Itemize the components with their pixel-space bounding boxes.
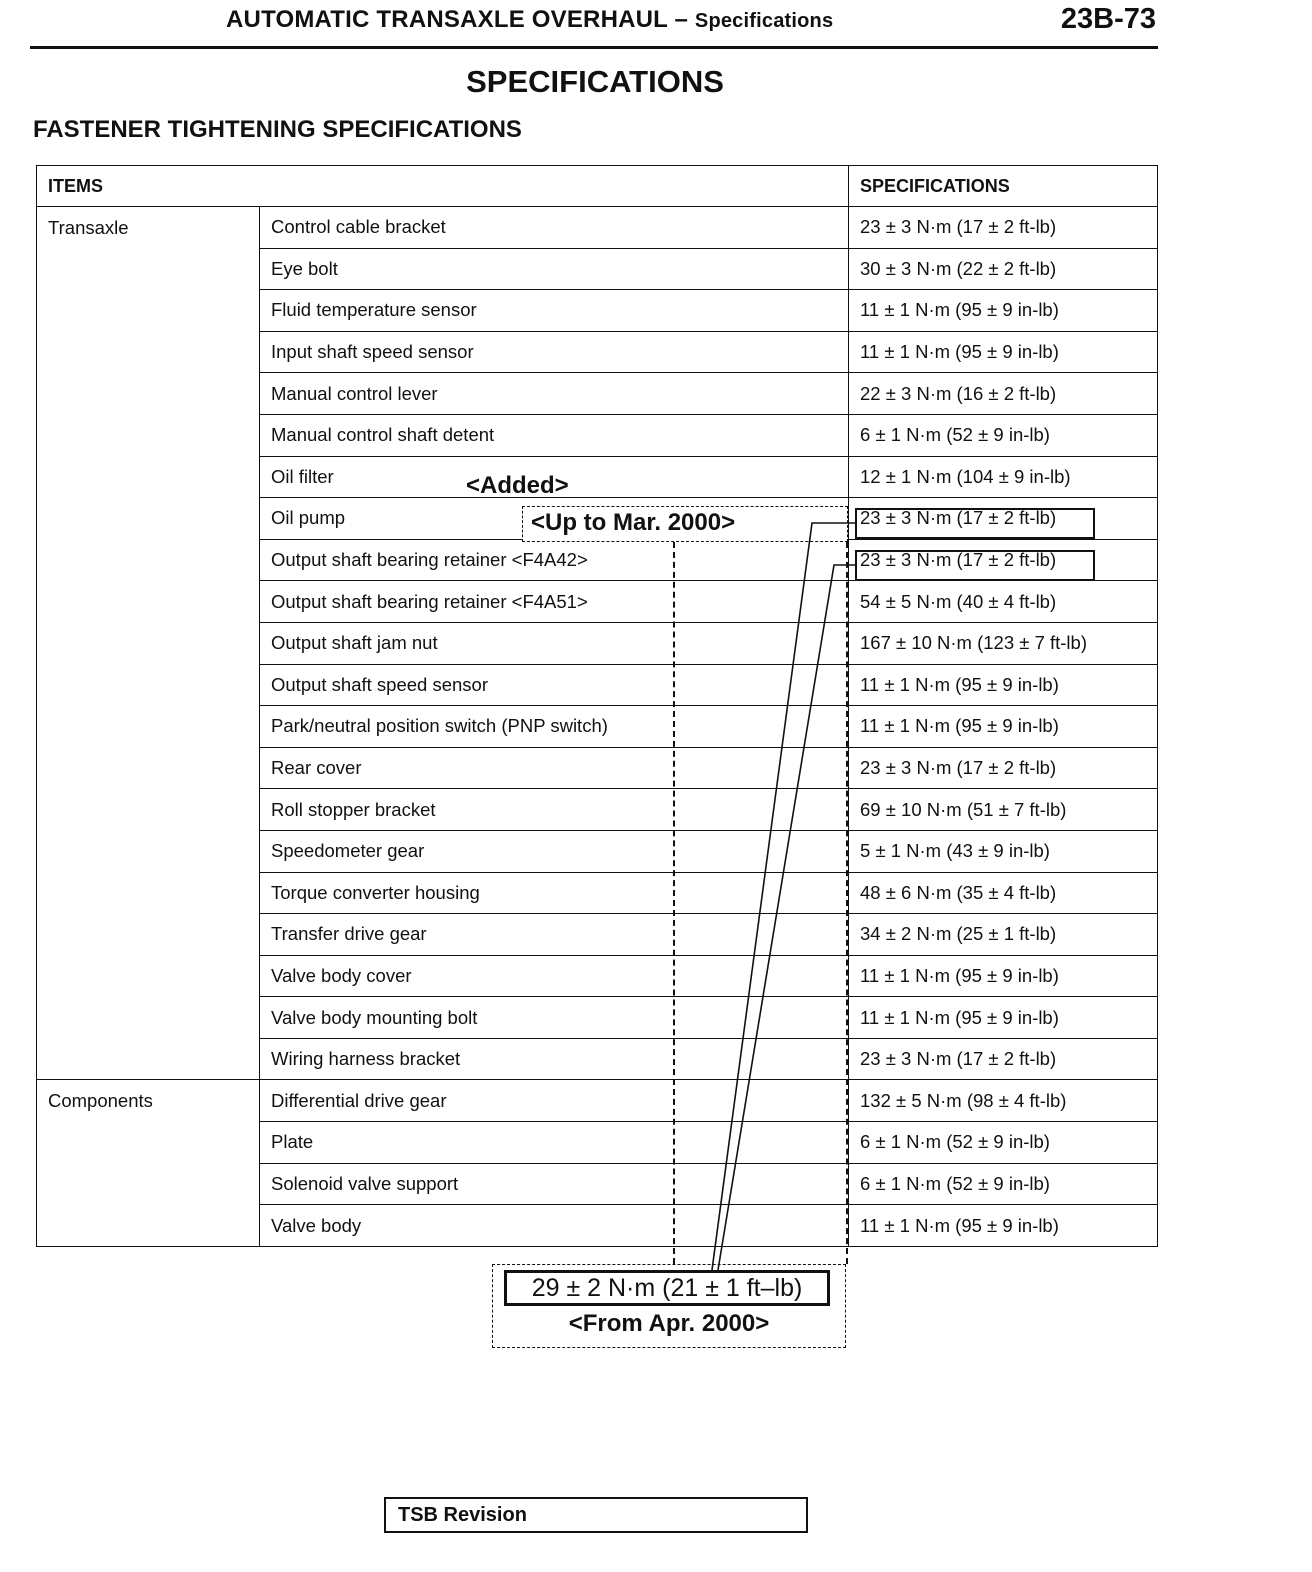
spec-cell: 11 ± 1 N·m (95 ± 9 in-lb)	[849, 290, 1158, 332]
revision-guide-right	[846, 542, 848, 1264]
spec-cell: 12 ± 1 N·m (104 ± 9 in-lb)	[849, 456, 1158, 498]
spec-cell: 11 ± 1 N·m (95 ± 9 in-lb)	[849, 997, 1158, 1039]
spec-cell: 6 ± 1 N·m (52 ± 9 in-lb)	[849, 414, 1158, 456]
item-cell: Oil pump	[260, 498, 849, 540]
item-cell: Differential drive gear	[260, 1080, 849, 1122]
spec-cell: 54 ± 5 N·m (40 ± 4 ft-lb)	[849, 581, 1158, 623]
header-title-sub: Specifications	[694, 10, 834, 32]
item-cell: Manual control lever	[260, 373, 849, 415]
spec-cell: 5 ± 1 N·m (43 ± 9 in-lb)	[849, 830, 1158, 872]
spec-cell: 48 ± 6 N·m (35 ± 4 ft-lb)	[849, 872, 1158, 914]
spec-cell: 11 ± 1 N·m (95 ± 9 in-lb)	[849, 706, 1158, 748]
table-header-row	[37, 166, 1158, 207]
item-cell: Oil filter	[260, 456, 849, 498]
item-cell: Manual control shaft detent	[260, 414, 849, 456]
item-cell: Output shaft speed sensor	[260, 664, 849, 706]
tsb-revision-box: TSB Revision	[384, 1497, 808, 1533]
spec-cell: 23 ± 3 N·m (17 ± 2 ft-lb)	[849, 747, 1158, 789]
item-cell: Valve body cover	[260, 955, 849, 997]
spec-cell: 11 ± 1 N·m (95 ± 9 in-lb)	[849, 664, 1158, 706]
item-cell: Output shaft bearing retainer <F4A42>	[260, 539, 849, 581]
spec-cell: 6 ± 1 N·m (52 ± 9 in-lb)	[849, 1122, 1158, 1164]
fastener-spec-table	[36, 165, 1158, 1247]
page-title: SPECIFICATIONS	[466, 64, 724, 99]
header-title	[226, 6, 833, 34]
spec-cell: 167 ± 10 N·m (123 ± 7 ft-lb)	[849, 622, 1158, 664]
page-header	[30, 0, 1158, 49]
added-note: <Added>	[466, 472, 569, 499]
highlight-output-retainer-f4a42-spec	[855, 550, 1095, 581]
item-cell: Transfer drive gear	[260, 914, 849, 956]
header-title-separator: –	[667, 6, 695, 33]
group-label: Components	[37, 1080, 260, 1246]
table-row	[37, 1080, 1158, 1122]
item-cell: Wiring harness bracket	[260, 1038, 849, 1080]
item-cell: Park/neutral position switch (PNP switch)	[260, 706, 849, 748]
revision-guide-left	[673, 542, 675, 1264]
spec-cell: 23 ± 3 N·m (17 ± 2 ft-lb)	[849, 498, 1158, 540]
item-cell: Input shaft speed sensor	[260, 331, 849, 373]
item-cell: Roll stopper bracket	[260, 789, 849, 831]
spec-cell: 34 ± 2 N·m (25 ± 1 ft-lb)	[849, 914, 1158, 956]
header-title-main: AUTOMATIC TRANSAXLE OVERHAUL	[226, 6, 668, 33]
item-cell: Plate	[260, 1122, 849, 1164]
new-torque-value: 29 ± 2 N·m (21 ± 1 ft–lb)	[504, 1270, 830, 1306]
item-cell: Speedometer gear	[260, 830, 849, 872]
highlight-oil-pump-spec	[855, 508, 1095, 539]
item-cell: Valve body	[260, 1205, 849, 1247]
column-header-items: ITEMS	[37, 166, 849, 207]
item-cell: Fluid temperature sensor	[260, 290, 849, 332]
spec-cell: 11 ± 1 N·m (95 ± 9 in-lb)	[849, 955, 1158, 997]
spec-cell: 30 ± 3 N·m (22 ± 2 ft-lb)	[849, 248, 1158, 290]
item-cell: Torque converter housing	[260, 872, 849, 914]
item-cell: Control cable bracket	[260, 207, 849, 249]
from-apr-2000-note: <From Apr. 2000>	[568, 1310, 770, 1337]
section-title: FASTENER TIGHTENING SPECIFICATIONS	[33, 116, 522, 143]
spec-cell: 23 ± 3 N·m (17 ± 2 ft-lb)	[849, 207, 1158, 249]
spec-cell: 23 ± 3 N·m (17 ± 2 ft-lb)	[849, 539, 1158, 581]
spec-cell: 23 ± 3 N·m (17 ± 2 ft-lb)	[849, 1038, 1158, 1080]
spec-cell: 22 ± 3 N·m (16 ± 2 ft-lb)	[849, 373, 1158, 415]
spec-cell: 11 ± 1 N·m (95 ± 9 in-lb)	[849, 331, 1158, 373]
spec-cell: 132 ± 5 N·m (98 ± 4 ft-lb)	[849, 1080, 1158, 1122]
item-cell: Valve body mounting bolt	[260, 997, 849, 1039]
item-cell: Output shaft jam nut	[260, 622, 849, 664]
item-cell: Solenoid valve support	[260, 1163, 849, 1205]
spec-cell: 11 ± 1 N·m (95 ± 9 in-lb)	[849, 1205, 1158, 1247]
item-cell: Rear cover	[260, 747, 849, 789]
table-body	[37, 207, 1158, 1247]
group-label: Transaxle	[37, 207, 260, 1080]
table-row	[37, 207, 1158, 249]
spec-cell: 6 ± 1 N·m (52 ± 9 in-lb)	[849, 1163, 1158, 1205]
column-header-specifications: SPECIFICATIONS	[849, 166, 1158, 207]
page-number: 23B-73	[1060, 3, 1156, 35]
up-to-mar-2000-note: <Up to Mar. 2000>	[522, 506, 848, 542]
spec-cell: 69 ± 10 N·m (51 ± 7 ft-lb)	[849, 789, 1158, 831]
item-cell: Output shaft bearing retainer <F4A51>	[260, 581, 849, 623]
item-cell: Eye bolt	[260, 248, 849, 290]
